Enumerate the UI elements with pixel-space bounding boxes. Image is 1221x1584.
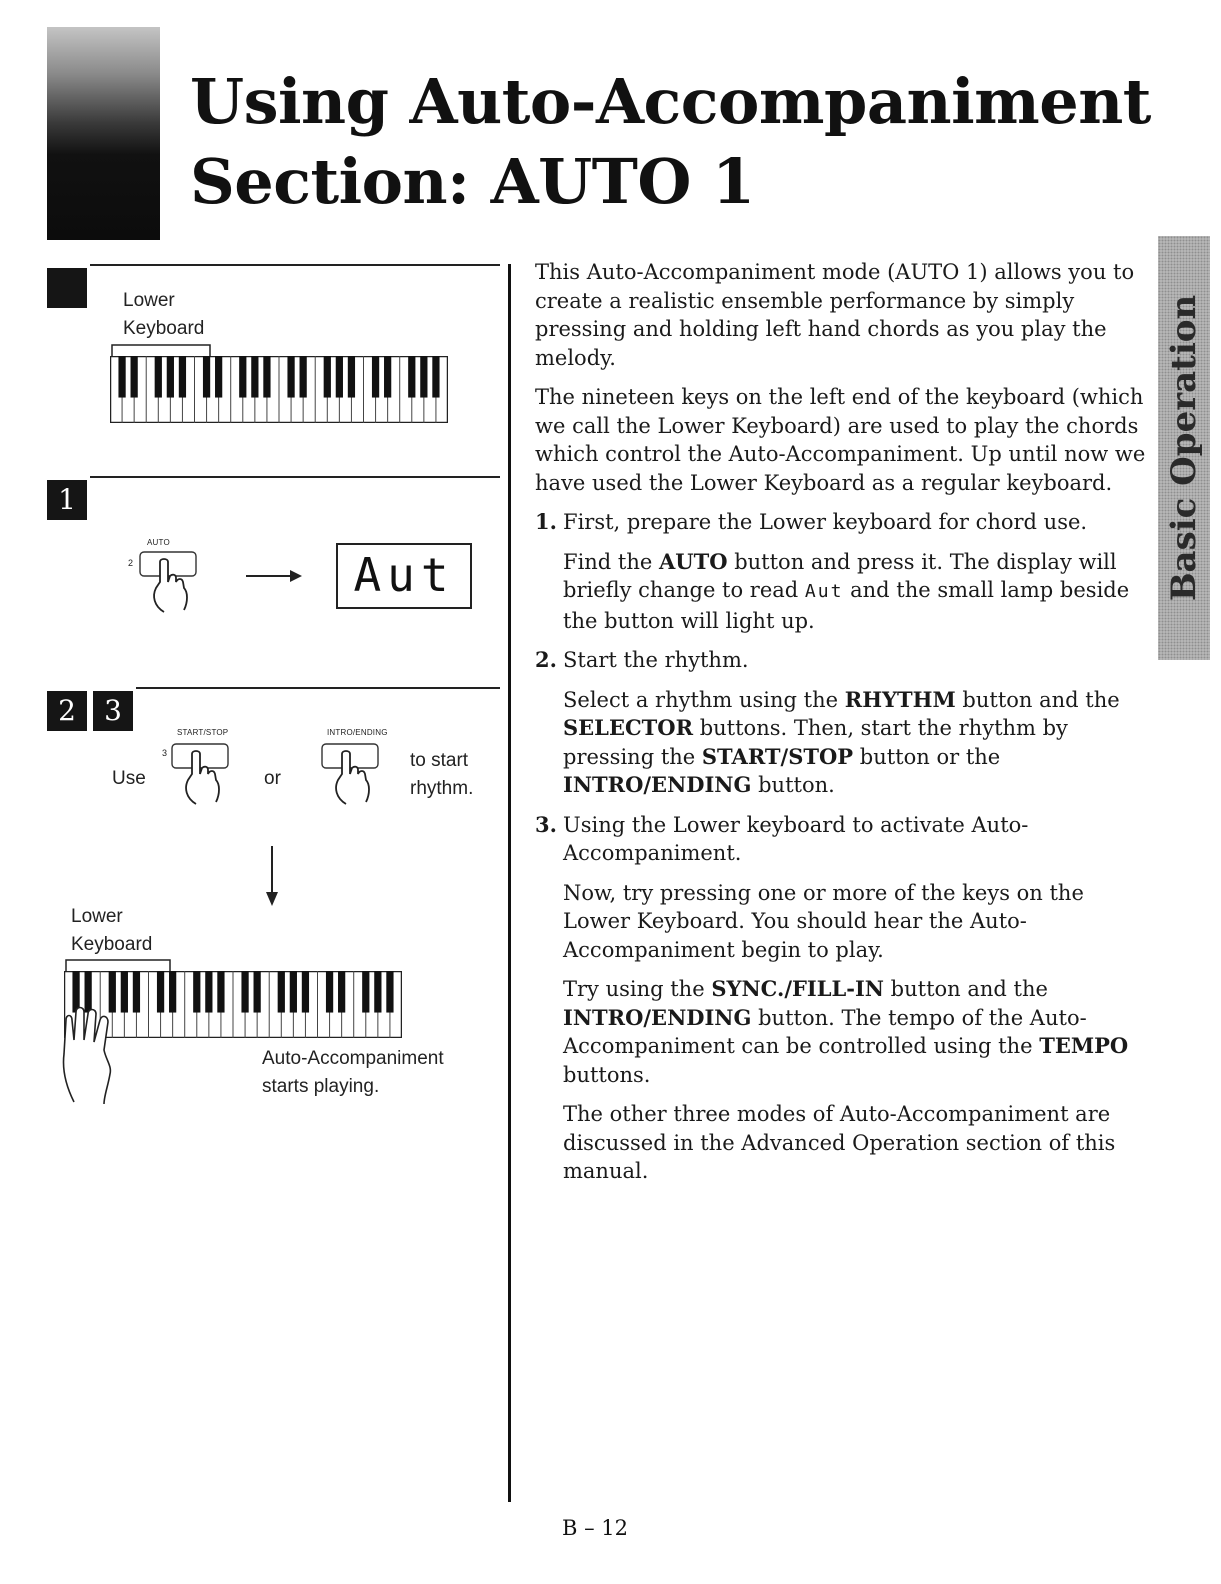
black-key (374, 971, 381, 1013)
step-number: 3. (535, 811, 557, 837)
section-rule (136, 687, 500, 689)
intro-paragraph: This Auto-Accompaniment mode (AUTO 1) allows you to create a realistic ensemble performance by simply pressing and holding left hand chords as you play the melody. (535, 260, 1135, 370)
title-line-1: Using Auto-Accompaniment (190, 65, 1151, 138)
page-title (190, 62, 1151, 222)
keyboard-label: Keyboard (71, 934, 153, 955)
black-key (290, 971, 297, 1013)
caption-line-1: Auto-Accompaniment (262, 1048, 444, 1069)
left-hand-icon (58, 1000, 128, 1104)
step-number: 1. (535, 509, 557, 534)
black-key (167, 356, 174, 398)
intro-ending-button-label: INTRO/ENDING (327, 728, 388, 737)
lower-label: Lower (71, 906, 123, 927)
black-key (348, 356, 355, 398)
black-key (324, 356, 331, 398)
section-rule (90, 264, 500, 266)
arrow-right-icon (246, 568, 304, 584)
black-key (169, 971, 176, 1013)
or-text: or (264, 768, 281, 789)
black-key (336, 356, 343, 398)
step-2-box: 2 (47, 691, 87, 731)
black-key (241, 971, 248, 1013)
arrow-down-icon (262, 846, 282, 908)
black-key (251, 356, 258, 398)
black-key (384, 356, 391, 398)
section-marker (47, 268, 87, 308)
pressing-hand-icon (318, 740, 398, 812)
step-title: First, prepare the Lower keyboard for chord use. (563, 510, 1088, 534)
page-number: B – 12 (562, 1516, 629, 1540)
black-key (239, 356, 246, 398)
black-key (254, 971, 261, 1013)
button-number: 2 (128, 558, 134, 568)
black-key (133, 971, 140, 1013)
black-key (302, 971, 309, 1013)
intro-paragraph: The nineteen keys on the left end of the keyboard (which we call the Lower Keyboard) are used to play the chords which control the Auto-Accompaniment. Up until now we have used the Lower Keyboard as a regular keyboard. (535, 385, 1146, 495)
lower-label: Lower (123, 290, 175, 311)
step-1 (535, 508, 1155, 635)
keyboard-illustration (110, 356, 448, 423)
black-key (205, 971, 212, 1013)
to-start-text: to start (410, 750, 469, 771)
step-1-box: 1 (47, 480, 87, 520)
step-detail: The other three modes of Auto-Accompaniment are discussed in the Advanced Operation section of this manual. (563, 1102, 1116, 1183)
black-key (118, 356, 125, 398)
button-number: 3 (162, 748, 168, 758)
step-detail: Find the AUTO button and press it. The display will briefly change to read Aut and the small lamp beside the button will light up. (563, 548, 1130, 633)
section-tab (1158, 236, 1210, 660)
startstop-button-label: START/STOP (177, 728, 229, 737)
keyboard-label: Keyboard (123, 318, 205, 339)
black-key (263, 356, 270, 398)
black-key (287, 356, 294, 398)
step-title: Using the Lower keyboard to activate Auto-Accompaniment. (563, 812, 1029, 865)
step-number: 2. (535, 647, 557, 672)
column-divider (508, 264, 511, 1502)
section-rule (90, 476, 500, 478)
title-line-2: Section: AUTO 1 (190, 145, 755, 218)
black-key (155, 356, 162, 398)
step-detail: Now, try pressing one or more of the keys on the Lower Keyboard. You should hear the Auto-Accompaniment begin to play. (563, 880, 1084, 962)
rhythm-text: rhythm. (410, 778, 474, 799)
caption-line-2: starts playing. (262, 1076, 380, 1097)
black-key (372, 356, 379, 398)
black-key (420, 356, 427, 398)
step-detail: Try using the SYNC./FILL-IN button and the INTRO/ENDING button. The tempo of the Auto-Accompaniment can be controlled using the TEMPO buttons. (563, 976, 1129, 1087)
black-key (362, 971, 369, 1013)
header-decoration (47, 27, 160, 240)
section-tab-label: Basic Operation (1164, 294, 1204, 602)
step-3-box: 3 (93, 691, 133, 731)
auto-button-label: AUTO (147, 538, 170, 547)
black-key (326, 971, 333, 1013)
black-key (408, 356, 415, 398)
black-key (203, 356, 210, 398)
black-key (131, 356, 138, 398)
step-3 (535, 811, 1155, 1186)
black-key (432, 356, 439, 398)
step-title: Start the rhythm. (563, 648, 749, 672)
black-key (193, 971, 200, 1013)
black-key (215, 356, 222, 398)
pressing-hand-icon (136, 548, 216, 620)
black-key (217, 971, 224, 1013)
step-2 (535, 646, 1155, 800)
display-readout: Aut (336, 543, 472, 609)
black-key (278, 971, 285, 1013)
instruction-text (535, 258, 1155, 1197)
step-detail: Select a rhythm using the RHYTHM button and the SELECTOR buttons. Then, start the rhythm by pressing the START/STOP button or the INTRO/ENDING button. (563, 686, 1120, 797)
use-text: Use (112, 768, 146, 789)
black-key (386, 971, 393, 1013)
black-key (157, 971, 164, 1013)
display-inline: Aut (804, 581, 844, 602)
black-key (338, 971, 345, 1013)
black-key (179, 356, 186, 398)
pressing-hand-icon (168, 740, 248, 812)
black-key (300, 356, 307, 398)
